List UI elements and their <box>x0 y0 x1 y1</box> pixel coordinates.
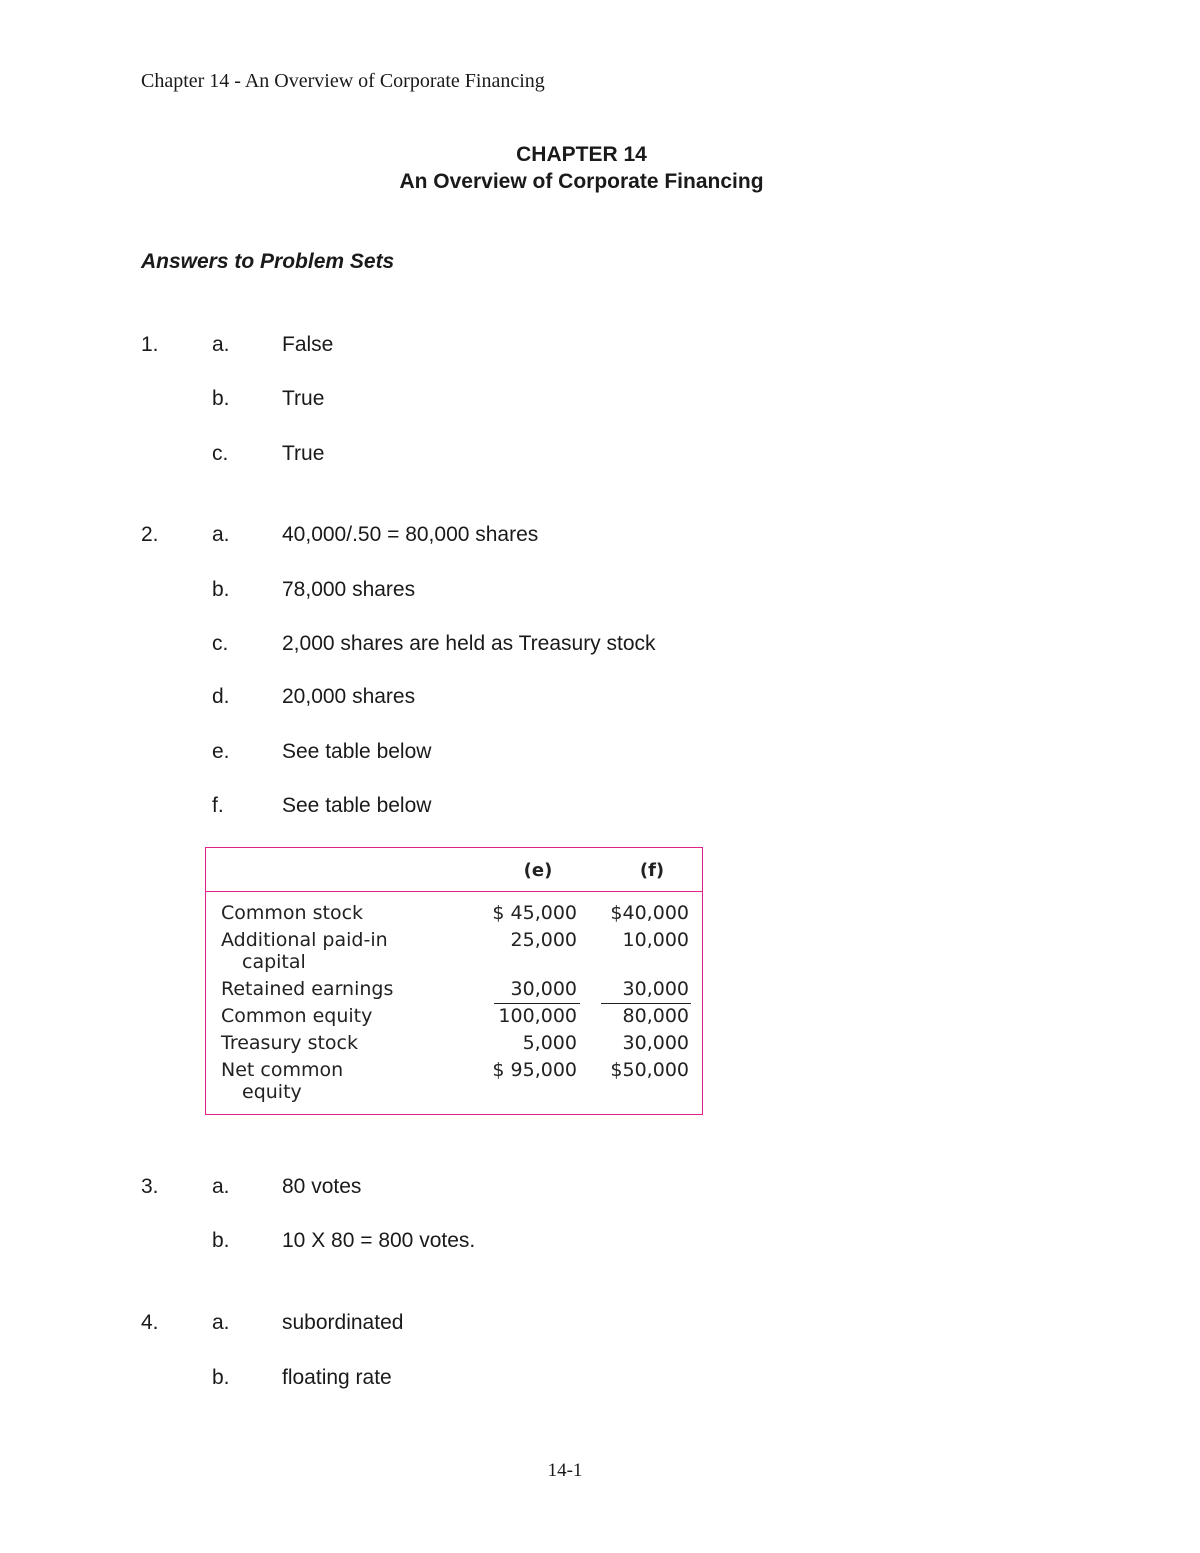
cell-f: $40,000 <box>610 902 689 924</box>
part-letter: a. <box>212 333 230 356</box>
column-header-f: (f) <box>639 860 665 881</box>
cell-e: $ 45,000 <box>492 902 577 924</box>
answer-text: False <box>282 333 334 356</box>
cell-f: $50,000 <box>610 1059 689 1081</box>
cell-f: 80,000 <box>622 1005 689 1027</box>
header-divider <box>206 891 702 892</box>
cell-e: 25,000 <box>510 929 577 951</box>
part-letter: f. <box>212 794 224 817</box>
part-letter: b. <box>212 1229 230 1252</box>
subtotal-rule <box>601 1003 691 1004</box>
part-letter: c. <box>212 632 229 655</box>
problem-number: 2. <box>141 523 159 546</box>
part-letter: c. <box>212 442 229 465</box>
page-number: 14-1 <box>547 1460 583 1481</box>
chapter-subtitle: An Overview of Corporate Financing <box>399 170 764 193</box>
problem-number: 4. <box>141 1311 159 1334</box>
row-label-continuation: capital <box>242 951 306 973</box>
cell-e: 100,000 <box>498 1005 577 1027</box>
answer-text: 2,000 shares are held as Treasury stock <box>282 632 656 655</box>
row-label: Common stock <box>221 902 364 924</box>
row-label: Additional paid-in <box>221 929 388 951</box>
answer-text: See table below <box>282 794 432 817</box>
cell-f: 30,000 <box>622 978 689 1000</box>
answer-text: True <box>282 442 325 465</box>
column-header-e: (e) <box>523 860 553 881</box>
part-letter: a. <box>212 1175 230 1198</box>
chapter-number-title: CHAPTER 14 <box>516 143 647 166</box>
row-label: Retained earnings <box>221 978 394 1000</box>
part-letter: d. <box>212 685 230 708</box>
row-label-continuation: equity <box>242 1081 302 1103</box>
answer-text: See table below <box>282 740 432 763</box>
cell-f: 10,000 <box>622 929 689 951</box>
answer-text: 20,000 shares <box>282 685 416 708</box>
part-letter: a. <box>212 1311 230 1334</box>
subtotal-rule <box>494 1003 580 1004</box>
problem-number: 1. <box>141 333 159 356</box>
row-label: Treasury stock <box>221 1032 358 1054</box>
answer-text: 78,000 shares <box>282 578 416 601</box>
running-header: Chapter 14 - An Overview of Corporate Financing <box>141 70 545 92</box>
part-letter: b. <box>212 578 230 601</box>
answer-text: 40,000/.50 = 80,000 shares <box>282 523 539 546</box>
cell-e: 30,000 <box>510 978 577 1000</box>
cell-e: 5,000 <box>522 1032 577 1054</box>
cell-f: 30,000 <box>622 1032 689 1054</box>
answer-text: floating rate <box>282 1366 392 1389</box>
equity-table <box>205 847 703 1115</box>
part-letter: b. <box>212 1366 230 1389</box>
part-letter: b. <box>212 387 230 410</box>
answer-text: 10 X 80 = 800 votes. <box>282 1229 476 1252</box>
cell-e: $ 95,000 <box>492 1059 577 1081</box>
answer-text: subordinated <box>282 1311 404 1334</box>
answer-text: True <box>282 387 325 410</box>
section-heading: Answers to Problem Sets <box>141 250 395 273</box>
answer-text: 80 votes <box>282 1175 362 1198</box>
part-letter: e. <box>212 740 230 763</box>
problem-number: 3. <box>141 1175 159 1198</box>
part-letter: a. <box>212 523 230 546</box>
row-label: Net common <box>221 1059 344 1081</box>
row-label: Common equity <box>221 1005 373 1027</box>
